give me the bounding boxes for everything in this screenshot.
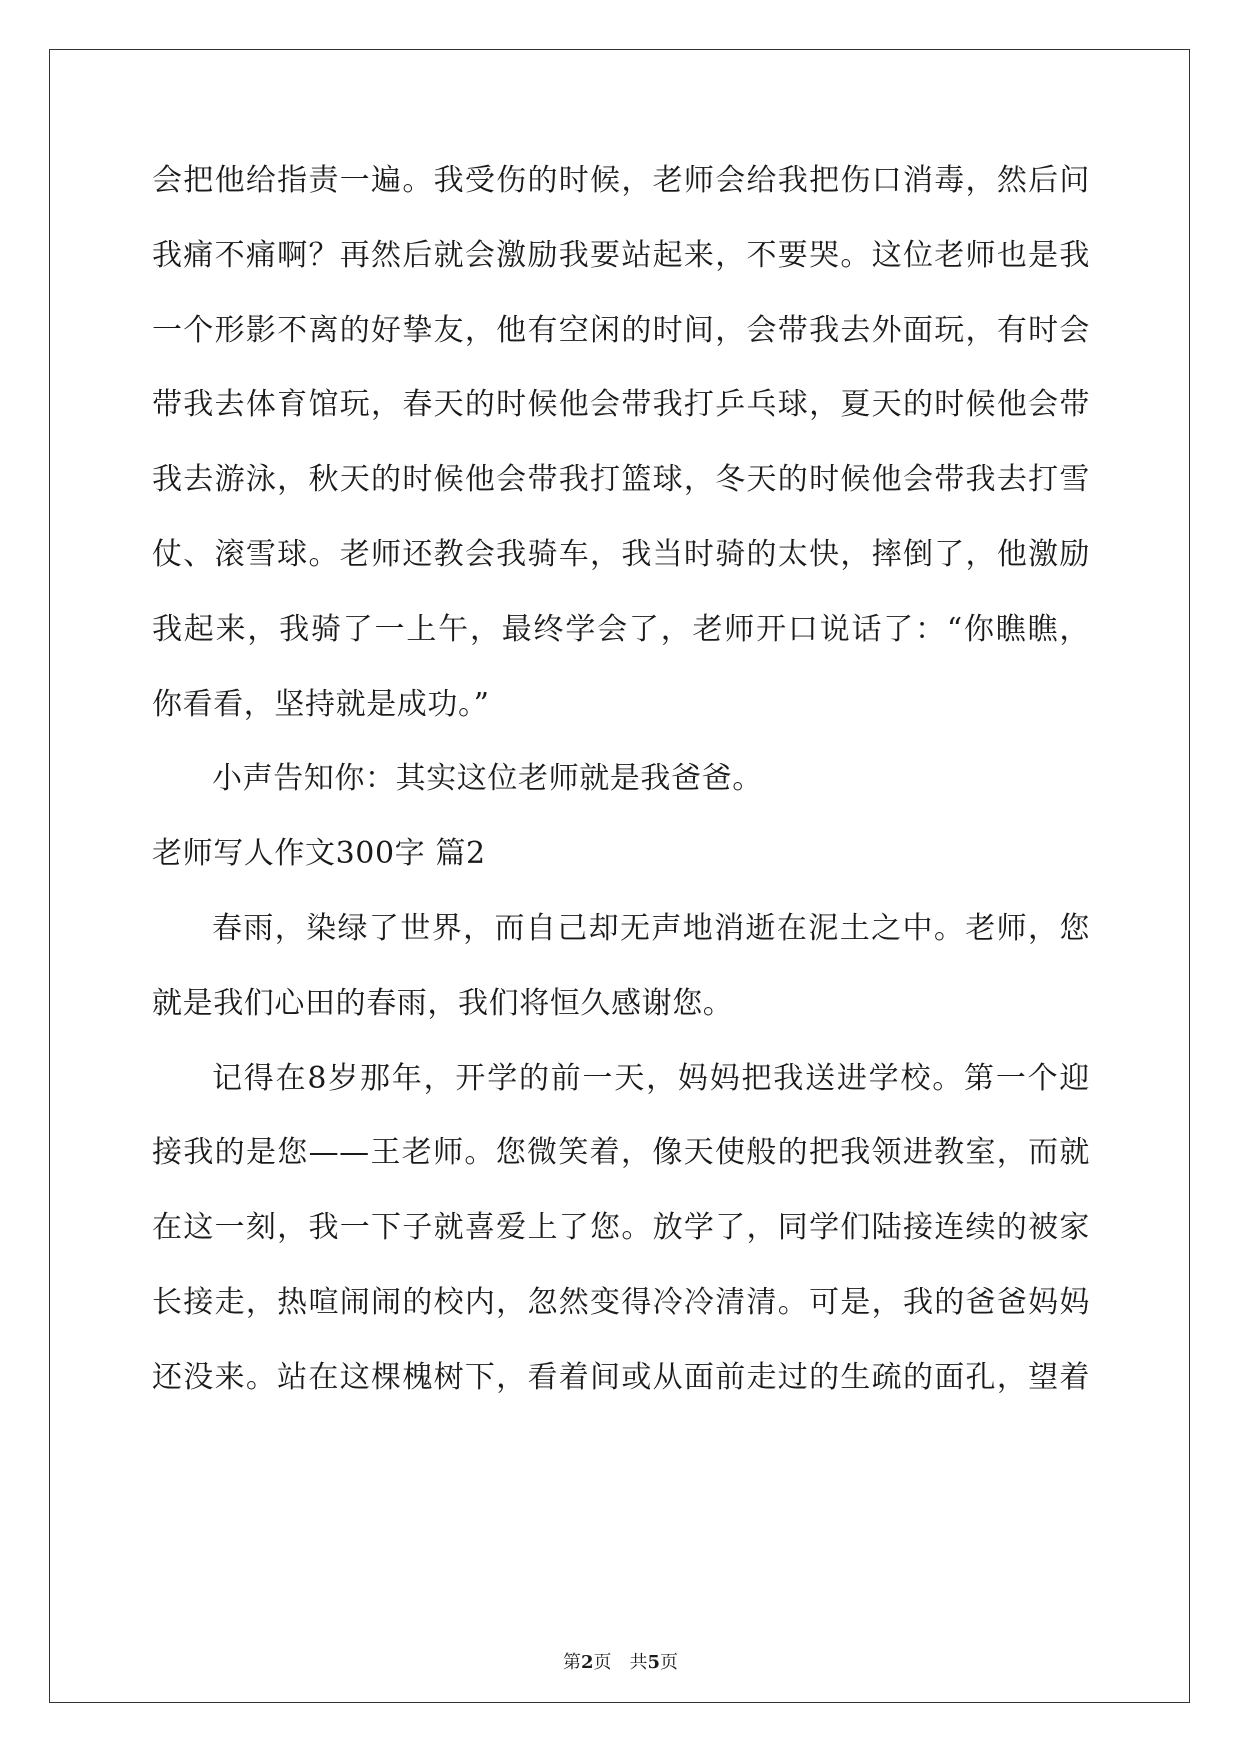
page-prefix: 第 (562, 1652, 581, 1673)
paragraph-line: 你看看，坚持就是成功。” (152, 686, 490, 722)
paragraph-line: 我去游泳，秋天的时候他会带我打篮球，冬天的时候他会带我去打雪 (152, 462, 1090, 498)
paragraph-line: 一个形影不离的好挚友，他有空闲的时间，会带我去外面玩，有时会 (152, 312, 1090, 348)
paragraph-line: 春雨，染绿了世界，而自己却无声地消逝在泥土之中。老师，您 (212, 910, 1090, 946)
paragraph-line: 小声告知你：其实这位老师就是我爸爸。 (212, 761, 763, 797)
section-heading: 老师写人作文300字 篇2 (152, 836, 486, 872)
paragraph-line: 在这一刻，我一下子就喜爱上了您。放学了，同学们陆接连续的被家 (152, 1210, 1090, 1246)
current-page-number: 2 (580, 1652, 594, 1673)
page-footer (0, 1648, 1241, 1674)
total-page-count: 5 (647, 1652, 661, 1673)
page-suffix: 页 (593, 1652, 612, 1673)
document-body (152, 155, 1090, 1427)
paragraph-line: 带我去体育馆玩，春天的时候他会带我打乒乓球，夏天的时候他会带 (152, 387, 1090, 423)
total-prefix: 共 (629, 1652, 648, 1673)
paragraph-line: 就是我们心田的春雨，我们将恒久感谢您。 (152, 985, 734, 1021)
paragraph-line: 接我的是您——王老师。您微笑着，像天使般的把我领进教室，而就 (152, 1135, 1090, 1171)
paragraph-line: 还没来。站在这棵槐树下，看着间或从面前走过的生疏的面孔，望着 (152, 1359, 1090, 1395)
paragraph-line: 长接走，热喧闹闹的校内，忽然变得冷冷清清。可是，我的爸爸妈妈 (152, 1284, 1090, 1320)
paragraph-line: 会把他给指责一遍。我受伤的时候，老师会给我把伤口消毒，然后问 (152, 163, 1090, 198)
paragraph-line: 记得在8岁那年，开学的前一天，妈妈把我送进学校。第一个迎 (212, 1060, 1090, 1096)
paragraph-line: 我痛不痛啊？再然后就会激励我要站起来，不要哭。这位老师也是我 (152, 237, 1090, 273)
paragraph-line: 仗、滚雪球。老师还教会我骑车，我当时骑的太快，摔倒了，他激励 (152, 536, 1090, 572)
total-suffix: 页 (660, 1652, 679, 1673)
paragraph-line: 我起来，我骑了一上午，最终学会了，老师开口说话了：“你瞧瞧， (152, 611, 1090, 647)
